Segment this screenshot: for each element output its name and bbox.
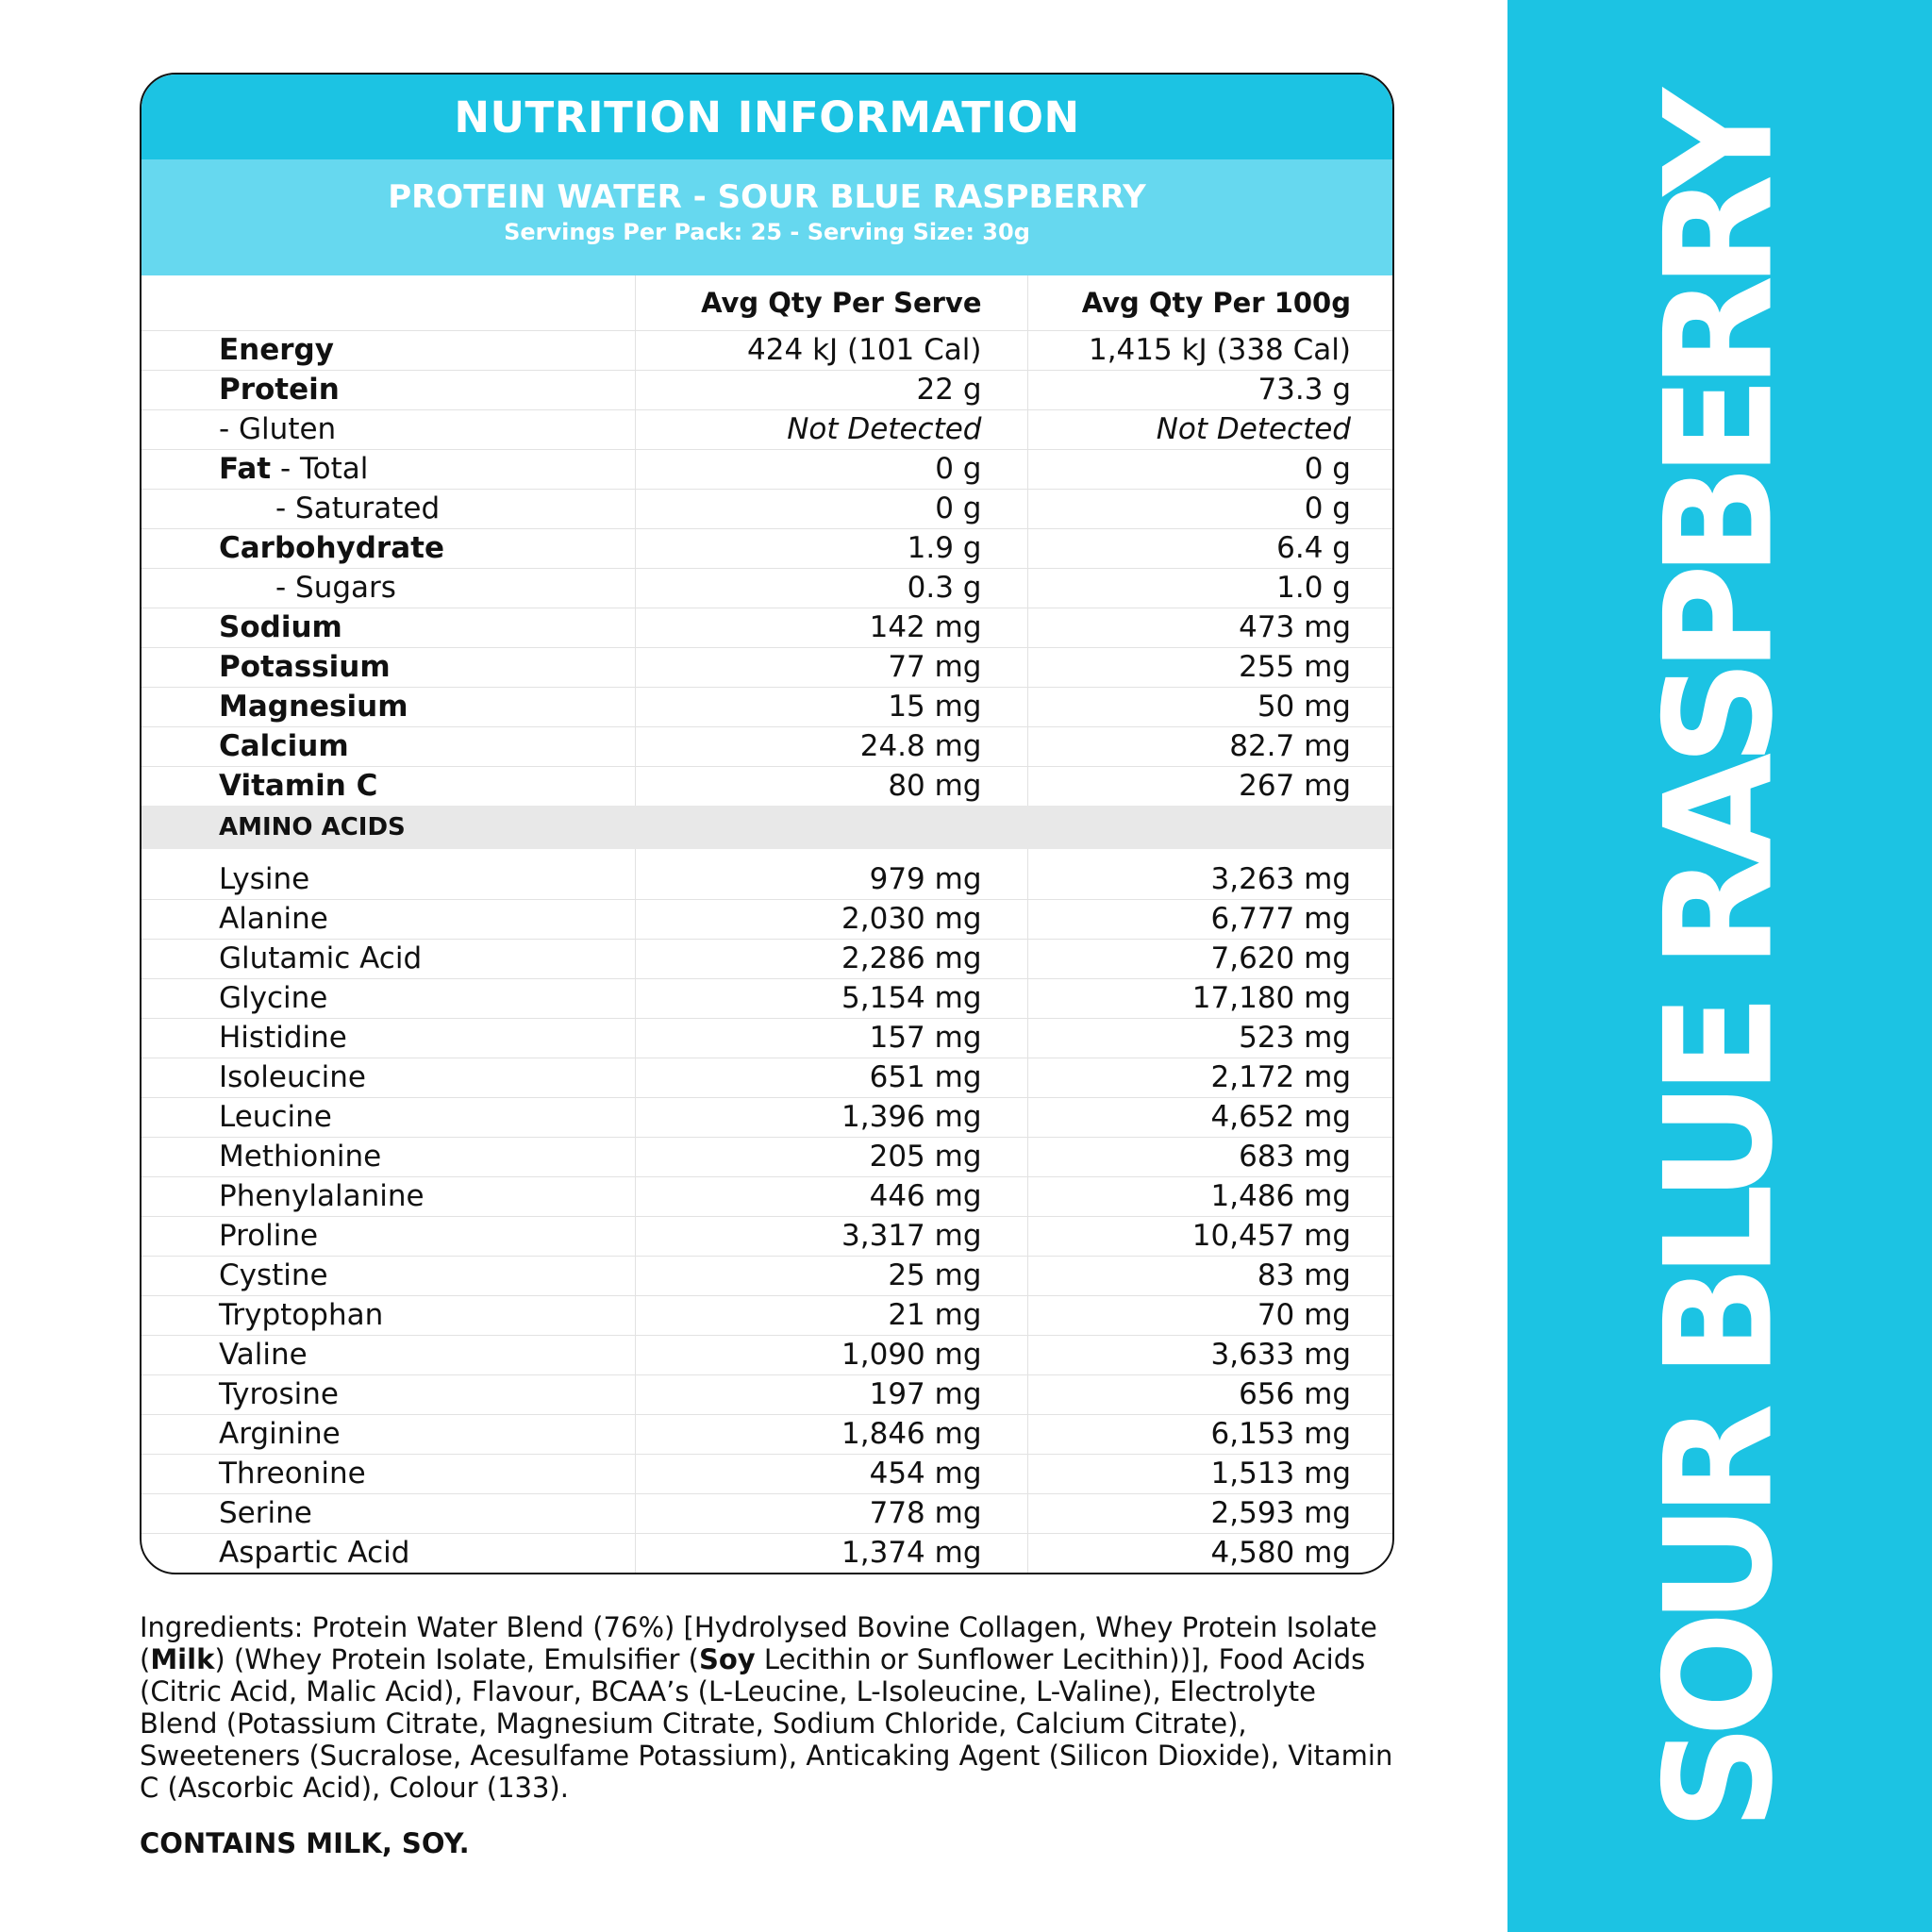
table-row [142, 490, 1394, 529]
amino-row [142, 1138, 1394, 1177]
section-blank [1027, 806, 1394, 849]
per-100g-value: 6.4 g [1027, 529, 1394, 569]
ingredients-part: ) (Whey Protein Isolate, Emulsifier ( [214, 1643, 699, 1675]
per-100g-value: 73.3 g [1027, 371, 1394, 410]
amino-row [142, 1019, 1394, 1058]
nutrient-label-indented: - Sugars [275, 571, 396, 605]
per-serve-value: 0 g [635, 450, 1027, 490]
per-100g-value: 3,633 mg [1027, 1336, 1394, 1375]
spacer-cell [635, 849, 1027, 860]
amino-label: Leucine [142, 1098, 635, 1138]
per-100g-value: 10,457 mg [1027, 1217, 1394, 1257]
amino-label: Phenylalanine [142, 1177, 635, 1217]
per-100g-value: Not Detected [1027, 410, 1394, 450]
amino-label: Methionine [142, 1138, 635, 1177]
nutrient-label: Energy [142, 331, 635, 371]
side-banner [1507, 0, 1932, 1932]
per-serve-value: 446 mg [635, 1177, 1027, 1217]
amino-row [142, 1058, 1394, 1098]
per-100g-value: 50 mg [1027, 688, 1394, 727]
nutrient-label-rest: - Total [271, 452, 369, 486]
allergen-milk: Milk [150, 1643, 215, 1675]
per-serve-value: 424 kJ (101 Cal) [635, 331, 1027, 371]
per-serve-value: 1,846 mg [635, 1415, 1027, 1455]
amino-label: Histidine [142, 1019, 635, 1058]
nutrient-label [142, 490, 635, 529]
per-serve-value: 979 mg [635, 860, 1027, 900]
per-100g-value: 1,513 mg [1027, 1455, 1394, 1494]
nutrient-label: Calcium [142, 727, 635, 767]
amino-label: Serine [142, 1494, 635, 1534]
per-100g-value: 0 g [1027, 450, 1394, 490]
per-serve-value: 205 mg [635, 1138, 1027, 1177]
per-100g-value: 523 mg [1027, 1019, 1394, 1058]
amino-acids-section-header [142, 806, 1394, 849]
amino-row [142, 1494, 1394, 1534]
per-100g-value: 17,180 mg [1027, 979, 1394, 1019]
table-row [142, 371, 1394, 410]
per-100g-value: 3,263 mg [1027, 860, 1394, 900]
per-100g-value: 7,620 mg [1027, 940, 1394, 979]
table-row [142, 727, 1394, 767]
per-100g-value: 1,415 kJ (338 Cal) [1027, 331, 1394, 371]
nutrient-label: Potassium [142, 648, 635, 688]
per-100g-value: 656 mg [1027, 1375, 1394, 1415]
amino-row [142, 979, 1394, 1019]
spacer-cell [142, 849, 635, 860]
per-serve-value: 1,396 mg [635, 1098, 1027, 1138]
amino-row [142, 1177, 1394, 1217]
serving-info: Servings Per Pack: 25 - Serving Size: 30g [504, 219, 1030, 245]
per-serve-value: 157 mg [635, 1019, 1027, 1058]
per-serve-value: Not Detected [635, 410, 1027, 450]
per-serve-value: 77 mg [635, 648, 1027, 688]
table-row [142, 569, 1394, 608]
per-serve-value: 15 mg [635, 688, 1027, 727]
ingredients-text [140, 1611, 1394, 1804]
per-serve-value: 3,317 mg [635, 1217, 1027, 1257]
amino-row [142, 1375, 1394, 1415]
per-100g-value: 4,652 mg [1027, 1098, 1394, 1138]
amino-label: Lysine [142, 860, 635, 900]
nutrition-panel [140, 73, 1394, 1574]
per-serve-value: 22 g [635, 371, 1027, 410]
per-100g-value: 82.7 mg [1027, 727, 1394, 767]
per-serve-value: 24.8 mg [635, 727, 1027, 767]
per-serve-value: 21 mg [635, 1296, 1027, 1336]
per-100g-value: 1,486 mg [1027, 1177, 1394, 1217]
per-100g-value: 2,593 mg [1027, 1494, 1394, 1534]
column-header-row [142, 275, 1394, 331]
nutrient-label: Vitamin C [219, 769, 378, 803]
section-title: AMINO ACIDS [142, 806, 635, 849]
amino-label: Glutamic Acid [142, 940, 635, 979]
product-name: PROTEIN WATER - SOUR BLUE RASPBERRY [388, 178, 1146, 216]
product-header [142, 159, 1392, 275]
flavour-banner-text: SOUR BLUE RASPBERRY [1633, 101, 1807, 1831]
table-row [142, 608, 1394, 648]
amino-label: Cystine [142, 1257, 635, 1296]
per-serve-value: 454 mg [635, 1455, 1027, 1494]
amino-row [142, 900, 1394, 940]
amino-row [142, 1534, 1394, 1574]
per-100g-value: 83 mg [1027, 1257, 1394, 1296]
amino-row [142, 1098, 1394, 1138]
per-serve-value: 197 mg [635, 1375, 1027, 1415]
per-100g-value: 267 mg [1027, 767, 1394, 807]
amino-label: Glycine [142, 979, 635, 1019]
per-serve-value: 778 mg [635, 1494, 1027, 1534]
column-header-blank [142, 275, 635, 331]
per-100g-value: 683 mg [1027, 1138, 1394, 1177]
table-row [142, 648, 1394, 688]
amino-label: Alanine [142, 900, 635, 940]
nutrient-label: Sodium [142, 608, 635, 648]
amino-label: Isoleucine [142, 1058, 635, 1098]
amino-row [142, 1257, 1394, 1296]
per-serve-value: 1.9 g [635, 529, 1027, 569]
amino-label: Threonine [142, 1455, 635, 1494]
per-serve-value: 142 mg [635, 608, 1027, 648]
per-100g-value: 4,580 mg [1027, 1534, 1394, 1574]
per-serve-value: 2,030 mg [635, 900, 1027, 940]
per-serve-value: 5,154 mg [635, 979, 1027, 1019]
section-blank [635, 806, 1027, 849]
panel-title: NUTRITION INFORMATION [142, 75, 1392, 159]
nutrient-label: Protein [142, 371, 635, 410]
ingredients-part: Lecithin or Sunflower Lecithin))], Food Acids (Citric Acid, Malic Acid), Flavour, BCAA’s (L-Leucine, L-Isoleucine, L-Valine), Electrolyte Blend (Potassium Citrate, Magnesium Citrate, Sodium Chloride, Calcium Citrate), Sweeteners (Sucralose, Acesulfame Potassium), Anticaking Agent (Silicon Dioxide), Vitamin C (Ascorbic Acid), Colour (133). [140, 1643, 1393, 1804]
amino-row [142, 1415, 1394, 1455]
amino-label: Proline [142, 1217, 635, 1257]
spacer-cell [1027, 849, 1394, 860]
table-row [142, 767, 1394, 807]
per-100g-value: 0 g [1027, 490, 1394, 529]
nutrient-label [142, 569, 635, 608]
per-serve-value: 0 g [635, 490, 1027, 529]
amino-label: Aspartic Acid [219, 1536, 410, 1570]
per-serve-value: 1,090 mg [635, 1336, 1027, 1375]
allergen-soy: Soy [698, 1643, 756, 1675]
per-100g-value: 1.0 g [1027, 569, 1394, 608]
table-row [142, 331, 1394, 371]
per-serve-value: 2,286 mg [635, 940, 1027, 979]
per-serve-value: 0.3 g [635, 569, 1027, 608]
table-row [142, 688, 1394, 727]
amino-row [142, 860, 1394, 900]
nutrient-label [142, 450, 635, 490]
ingredients-part: Ingredients: Protein Water Blend (76%) [Hydrolysed Bovine Collagen, Whey Protein Isolate ( [140, 1611, 1377, 1675]
per-serve-value: 80 mg [635, 767, 1027, 807]
amino-row [142, 1217, 1394, 1257]
per-100g-value: 473 mg [1027, 608, 1394, 648]
nutrient-label-indented: - Saturated [275, 491, 441, 525]
per-100g-value: 2,172 mg [1027, 1058, 1394, 1098]
amino-row [142, 940, 1394, 979]
per-100g-value: 70 mg [1027, 1296, 1394, 1336]
amino-row [142, 1455, 1394, 1494]
nutrient-label-bold: Fat [219, 452, 272, 486]
table-row [142, 410, 1394, 450]
table-row [142, 529, 1394, 569]
amino-row [142, 1296, 1394, 1336]
column-header-per-serve: Avg Qty Per Serve [635, 275, 1027, 331]
per-serve-value: 651 mg [635, 1058, 1027, 1098]
per-100g-value: 255 mg [1027, 648, 1394, 688]
nutrition-table [142, 275, 1394, 1573]
nutrient-label: - Gluten [142, 410, 635, 450]
nutrient-label: Carbohydrate [142, 529, 635, 569]
nutrient-label: Magnesium [142, 688, 635, 727]
per-serve-value: 25 mg [635, 1257, 1027, 1296]
table-row [142, 450, 1394, 490]
amino-label: Tyrosine [142, 1375, 635, 1415]
amino-label: Valine [142, 1336, 635, 1375]
amino-label: Arginine [142, 1415, 635, 1455]
allergen-statement: CONTAINS MILK, SOY. [140, 1827, 470, 1859]
per-100g-value: 6,153 mg [1027, 1415, 1394, 1455]
per-100g-value: 6,777 mg [1027, 900, 1394, 940]
column-header-per-100g: Avg Qty Per 100g [1027, 275, 1394, 331]
amino-label: Tryptophan [142, 1296, 635, 1336]
amino-row [142, 1336, 1394, 1375]
section-spacer [142, 849, 1394, 860]
per-serve-value: 1,374 mg [635, 1534, 1027, 1574]
